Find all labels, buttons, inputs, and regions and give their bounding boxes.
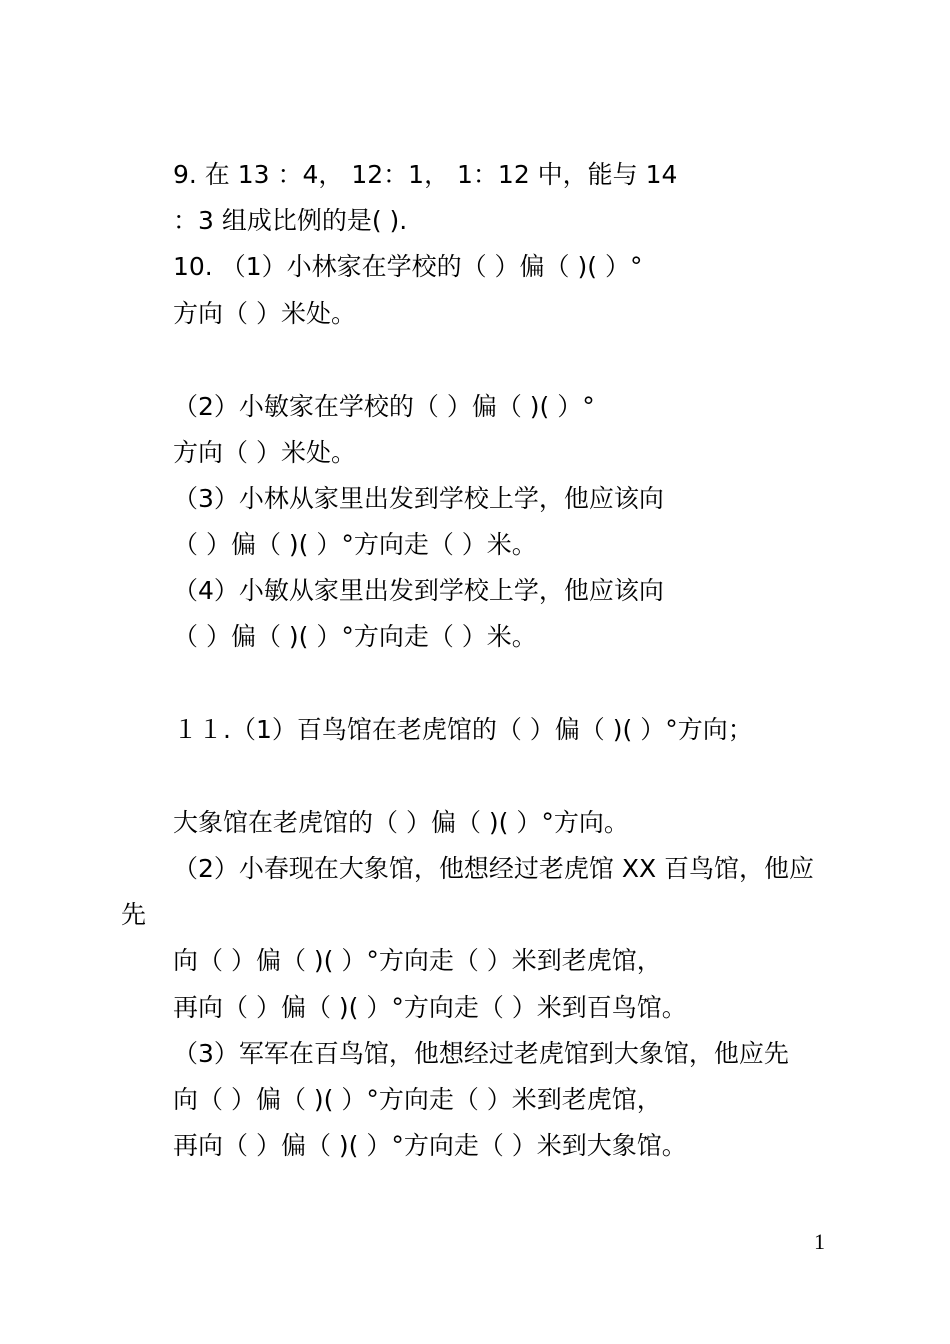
question-11-part-2-line-2: 先 [121, 900, 147, 929]
question-11-part-2-line-3: 向（ ）偏（ )( ）°方向走（ ）米到老虎馆， [173, 946, 662, 975]
question-11-part-1-line-2: 大象馆在老虎馆的（ ）偏（ )( ）°方向。 [173, 808, 629, 837]
question-10-part-1-line-1: 10. （1）小林家在学校的（ ）偏（ )( ）° [173, 252, 643, 281]
question-11-part-2-line-1: （2）小春现在大象馆，他想经过老虎馆 XX 百鸟馆，他应 [173, 854, 815, 883]
question-10-part-3-line-1: （3）小林从家里出发到学校上学，他应该向 [173, 484, 664, 513]
question-11-part-1-line-1: １１.（1）百鸟馆在老虎馆的（ ）偏（ )( ）°方向； [173, 715, 753, 744]
question-11-part-3-line-3: 再向（ ）偏（ )( ）°方向走（ ）米到大象馆。 [173, 1131, 687, 1160]
question-9-line-1: 9. 在 13 ：4， 12：1， 1：12 中，能与 14 [173, 160, 678, 189]
question-11-part-3-line-1: （3）军军在百鸟馆，他想经过老虎馆到大象馆，他应先 [173, 1039, 789, 1068]
page-number: 1 [814, 1229, 825, 1254]
question-10-part-2-line-1: （2）小敏家在学校的（ ）偏（ )( ）° [173, 392, 595, 421]
question-11-part-3-line-2: 向（ ）偏（ )( ）°方向走（ ）米到老虎馆， [173, 1085, 662, 1114]
question-11-part-2-line-4: 再向（ ）偏（ )( ）°方向走（ ）米到百鸟馆。 [173, 993, 687, 1022]
question-10-part-1-line-2: 方向（ ）米处。 [173, 299, 356, 328]
question-10-part-4-line-2: （ ）偏（ )( ）°方向走（ ）米。 [173, 622, 537, 651]
question-9-line-2: ：3 组成比例的是( ). [173, 206, 408, 235]
question-10-part-2-line-2: 方向（ ）米处。 [173, 438, 356, 467]
question-10-part-4-line-1: （4）小敏从家里出发到学校上学，他应该向 [173, 576, 664, 605]
question-10-part-3-line-2: （ ）偏（ )( ）°方向走（ ）米。 [173, 530, 537, 559]
